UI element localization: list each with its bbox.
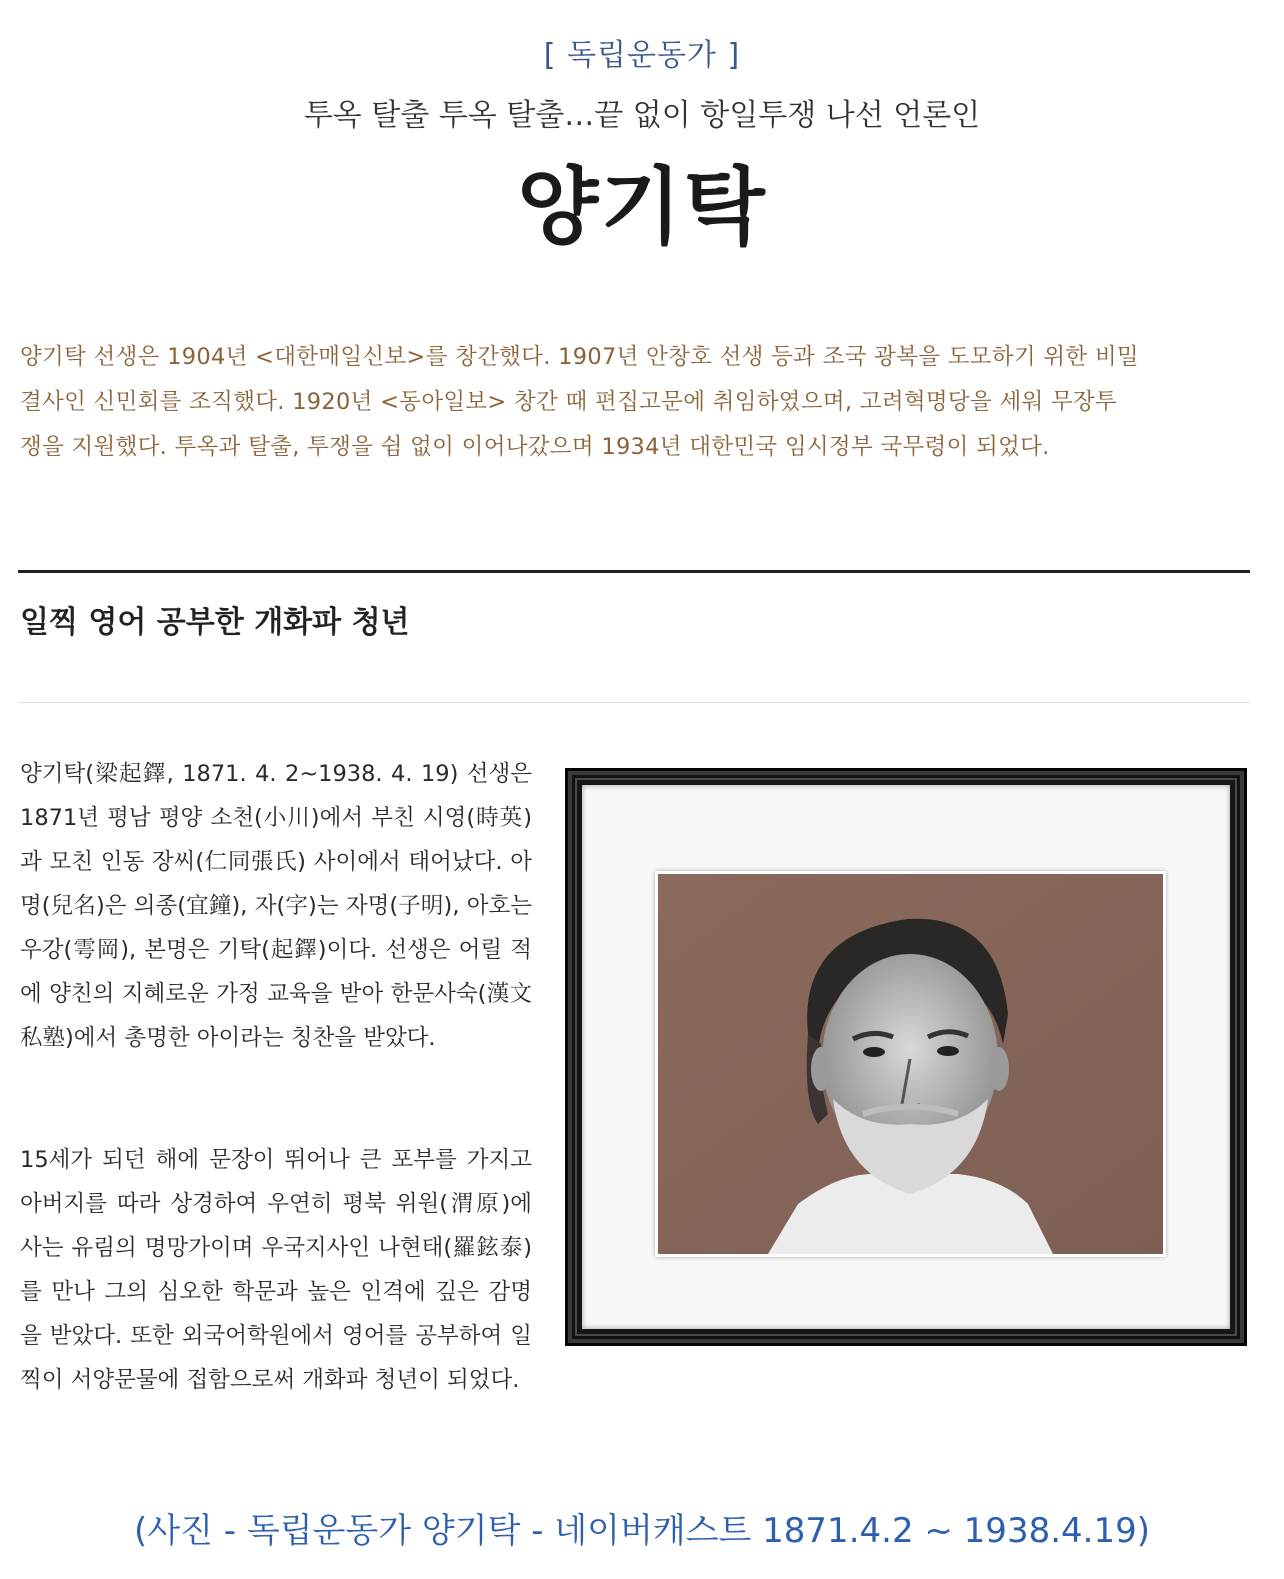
portrait-photo — [655, 871, 1166, 1257]
portrait-frame — [565, 768, 1247, 1346]
person-name-title: 양기탁 — [517, 158, 767, 256]
summary-box — [20, 335, 1255, 470]
summary-line: 양기탁 선생은 1904년 <대한매일신보>를 창간했다. 1907년 안창호 선생 등과 조국 광복을 도모하기 위한 비밀 — [20, 344, 1139, 370]
body-paragraph: 15세가 되던 해에 문장이 뛰어나 큰 포부를 가지고 아버지를 따라 상경하여 우연히 평북 위원(渭原)에 사는 유림의 명망가이며 우국지사인 나현태(羅鉉泰)를 만나 그의 심오한 학문과 높은 인격에 깊은 감명을 받았다. 또한 외국어학원에서 영어를 공부하여 일찍이 서양문물에 접함으로써 개화파 청년이 되었다. — [20, 1147, 532, 1393]
body-paragraph: 양기탁(梁起鐸, 1871. 4. 2~1938. 4. 19) 선생은1871년 평남 평양 소천(小川)에서 부친 시영(時英)과 모친 인동 장씨(仁同張氏) 사이에서 태어났다. 아명(兒名)은 의종(宜鐘), 자(字)는 자명(子明), 아호는 우강(雩岡), 본명은 기탁(起鐸)이다. 선생은 어릴 적에 양친의 지혜로운 가정 교육을 받아 한문사숙(漢文私塾)에서 총명한 아이라는 칭찬을 받았다. — [20, 761, 532, 1051]
portrait-mat — [582, 785, 1230, 1329]
category-label: [ 독립운동가 ] — [543, 38, 741, 73]
summary-line: 쟁을 지원했다. 투옥과 탈출, 투쟁을 쉼 없이 이어나갔으며 1934년 대한민국 임시정부 국무령이 되었다. — [20, 434, 1050, 460]
summary-line: 결사인 신민회를 조직했다. 1920년 <동아일보> 창간 때 편집고문에 취임하였으며, 고려혁명당을 세워 무장투 — [20, 389, 1118, 415]
portrait-illustration — [658, 874, 1163, 1254]
section-divider — [18, 570, 1250, 573]
section-heading: 일찍 영어 공부한 개화파 청년 — [20, 605, 410, 640]
article-subtitle: 투옥 탈출 투옥 탈출…끝 없이 항일투쟁 나선 언론인 — [303, 98, 981, 133]
photo-caption: (사진 - 독립운동가 양기탁 - 네이버캐스트 1871.4.2 ~ 1938.4.19) — [134, 1511, 1150, 1551]
section-underline — [18, 702, 1250, 703]
